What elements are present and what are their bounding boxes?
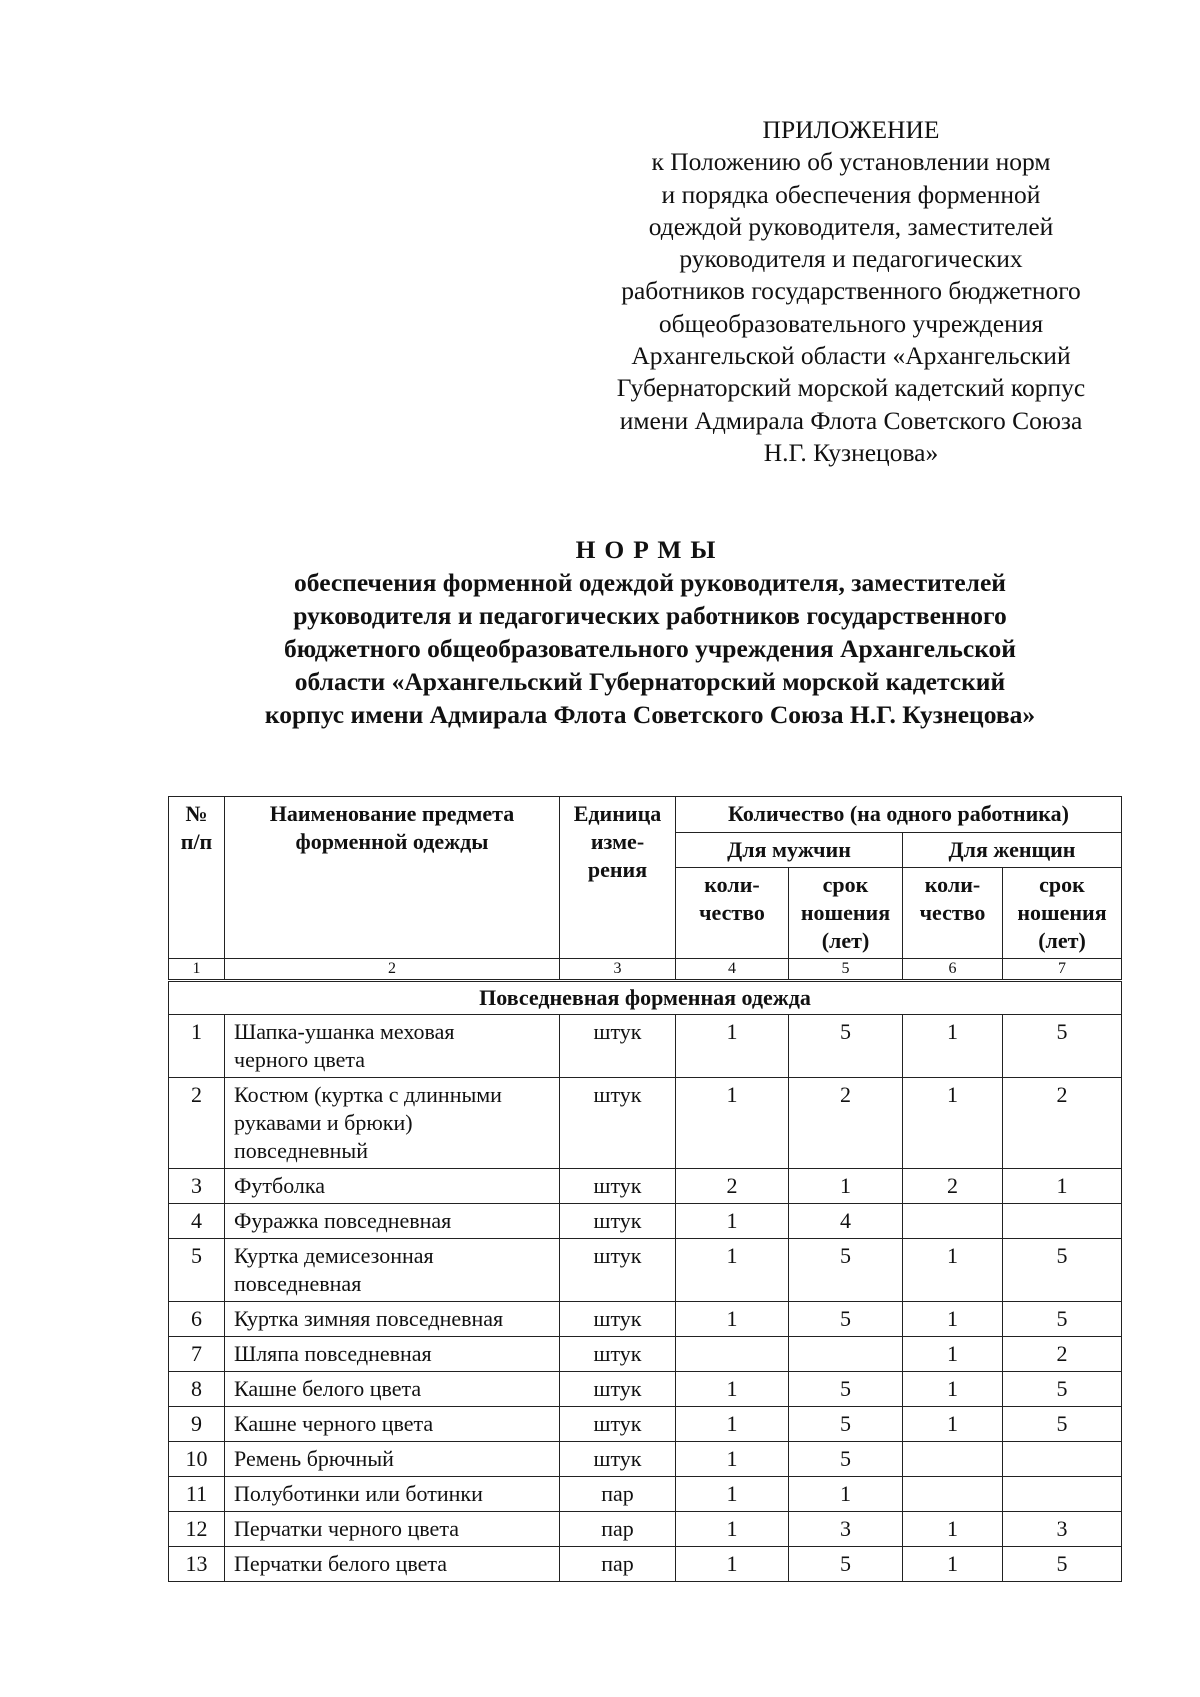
cell-item-name-line: Перчатки черного цвета bbox=[234, 1516, 459, 1541]
cell-item-name bbox=[225, 1442, 560, 1477]
appendix-line: и порядка обеспечения форменной bbox=[661, 179, 1041, 209]
header-number-line: п/п bbox=[180, 829, 213, 854]
cell-item-name-line: Шапка-ушанка меховая bbox=[234, 1019, 455, 1044]
cell-men-qty: 1 bbox=[676, 1477, 789, 1512]
cell-women-qty bbox=[903, 1204, 1003, 1239]
norms-subtitle-line: руководителя и педагогических работников государственного bbox=[293, 601, 1007, 630]
cell-item-name-line: черного цвета bbox=[234, 1047, 366, 1072]
cell-men-term: 5 bbox=[789, 1407, 903, 1442]
header-item-name bbox=[225, 797, 560, 959]
cell-women-qty: 1 bbox=[903, 1407, 1003, 1442]
norms-heading bbox=[60, 533, 1200, 731]
cell-item-name-line: рукавами и брюки) bbox=[234, 1110, 413, 1135]
cell-women-qty: 1 bbox=[903, 1372, 1003, 1407]
header-item-name-line: Наименование предмета bbox=[269, 801, 515, 826]
table-row bbox=[169, 1169, 1122, 1204]
cell-number: 7 bbox=[169, 1337, 225, 1372]
appendix-line: Н.Г. Кузнецова» bbox=[763, 437, 939, 467]
cell-men-qty: 1 bbox=[676, 1407, 789, 1442]
cell-men-qty: 1 bbox=[676, 1547, 789, 1582]
cell-number: 10 bbox=[169, 1442, 225, 1477]
norms-table bbox=[168, 796, 1122, 1582]
table-row bbox=[169, 1239, 1122, 1302]
header-women-qty bbox=[903, 868, 1003, 959]
appendix-line: одеждой руководителя, заместителей bbox=[648, 211, 1054, 241]
appendix-line: ПРИЛОЖЕНИЕ bbox=[762, 115, 940, 144]
cell-unit: штук bbox=[560, 1078, 676, 1169]
cell-item-name bbox=[225, 1477, 560, 1512]
cell-number: 4 bbox=[169, 1204, 225, 1239]
table-row bbox=[169, 1078, 1122, 1169]
cell-women-term: 5 bbox=[1003, 1372, 1122, 1407]
cell-item-name bbox=[225, 1239, 560, 1302]
header-unit bbox=[560, 797, 676, 959]
cell-women-qty bbox=[903, 1442, 1003, 1477]
header-unit-line: изме- bbox=[590, 829, 645, 854]
norms-title: НОРМЫ bbox=[575, 535, 725, 564]
column-number: 4 bbox=[676, 959, 789, 981]
cell-men-term: 5 bbox=[789, 1015, 903, 1078]
table-row bbox=[169, 1407, 1122, 1442]
header-qty-line: коли- bbox=[924, 872, 981, 897]
cell-number: 9 bbox=[169, 1407, 225, 1442]
appendix-line: к Положению об установлении норм bbox=[651, 147, 1051, 177]
cell-unit: пар bbox=[560, 1547, 676, 1582]
cell-men-term: 5 bbox=[789, 1442, 903, 1477]
cell-women-term: 5 bbox=[1003, 1302, 1122, 1337]
column-number: 2 bbox=[225, 959, 560, 981]
cell-women-term: 5 bbox=[1003, 1407, 1122, 1442]
cell-item-name-line: Кашне черного цвета bbox=[234, 1411, 434, 1436]
cell-men-term: 1 bbox=[789, 1477, 903, 1512]
cell-item-name bbox=[225, 1547, 560, 1582]
table-row bbox=[169, 1477, 1122, 1512]
header-term-line: (лет) bbox=[1038, 928, 1086, 953]
header-qty-line: чество bbox=[699, 900, 765, 925]
column-number: 7 bbox=[1003, 959, 1122, 981]
cell-item-name-line: повседневная bbox=[234, 1271, 362, 1296]
cell-men-qty: 1 bbox=[676, 1204, 789, 1239]
cell-item-name-line: Футболка bbox=[234, 1173, 325, 1198]
cell-women-term: 2 bbox=[1003, 1337, 1122, 1372]
cell-number: 2 bbox=[169, 1078, 225, 1169]
table-row bbox=[169, 1372, 1122, 1407]
cell-item-name bbox=[225, 1204, 560, 1239]
header-quantity: Количество (на одного работника) bbox=[676, 797, 1122, 833]
cell-item-name-line: Костюм (куртка с длинными bbox=[234, 1082, 502, 1107]
cell-women-term: 3 bbox=[1003, 1512, 1122, 1547]
cell-unit: штук bbox=[560, 1372, 676, 1407]
appendix-line: имени Адмирала Флота Советского Союза bbox=[619, 405, 1083, 435]
cell-women-term bbox=[1003, 1477, 1122, 1512]
cell-item-name-line: Полуботинки или ботинки bbox=[234, 1481, 483, 1506]
cell-unit: пар bbox=[560, 1477, 676, 1512]
cell-women-qty: 1 bbox=[903, 1302, 1003, 1337]
header-qty-line: чество bbox=[919, 900, 986, 925]
cell-men-qty: 1 bbox=[676, 1078, 789, 1169]
appendix-line: руководителя и педагогических bbox=[679, 244, 1023, 274]
cell-unit: штук bbox=[560, 1239, 676, 1302]
cell-number: 1 bbox=[169, 1015, 225, 1078]
cell-unit: штук bbox=[560, 1015, 676, 1078]
cell-item-name bbox=[225, 1512, 560, 1547]
header-women: Для женщин bbox=[903, 833, 1122, 868]
cell-men-term: 2 bbox=[789, 1078, 903, 1169]
norms-subtitle-line: области «Архангельский Губернаторский морской кадетский bbox=[294, 667, 1006, 696]
header-number-line: № bbox=[185, 801, 208, 826]
cell-women-qty: 1 bbox=[903, 1239, 1003, 1302]
appendix-block bbox=[590, 114, 1112, 469]
header-number bbox=[169, 797, 225, 959]
cell-item-name bbox=[225, 1302, 560, 1337]
cell-unit: штук bbox=[560, 1204, 676, 1239]
cell-women-qty: 1 bbox=[903, 1337, 1003, 1372]
cell-item-name bbox=[225, 1169, 560, 1204]
cell-item-name bbox=[225, 1407, 560, 1442]
cell-men-qty: 1 bbox=[676, 1512, 789, 1547]
header-term-line: срок bbox=[1039, 872, 1085, 897]
table-row bbox=[169, 1512, 1122, 1547]
header-unit-line: рения bbox=[587, 857, 648, 882]
cell-men-term: 1 bbox=[789, 1169, 903, 1204]
cell-unit: пар bbox=[560, 1512, 676, 1547]
column-number: 5 bbox=[789, 959, 903, 981]
norms-subtitle-line: корпус имени Адмирала Флота Советского Союза Н.Г. Кузнецова» bbox=[264, 700, 1036, 729]
section-row bbox=[169, 981, 1122, 1015]
cell-unit: штук bbox=[560, 1337, 676, 1372]
cell-item-name-line: повседневный bbox=[234, 1138, 368, 1163]
table-row bbox=[169, 1442, 1122, 1477]
cell-unit: штук bbox=[560, 1302, 676, 1337]
cell-women-term: 5 bbox=[1003, 1239, 1122, 1302]
header-men: Для мужчин bbox=[676, 833, 903, 868]
cell-men-term: 5 bbox=[789, 1302, 903, 1337]
cell-women-qty: 1 bbox=[903, 1512, 1003, 1547]
cell-number: 5 bbox=[169, 1239, 225, 1302]
column-number-row bbox=[169, 959, 1122, 981]
cell-number: 6 bbox=[169, 1302, 225, 1337]
cell-women-qty: 2 bbox=[903, 1169, 1003, 1204]
cell-men-qty: 1 bbox=[676, 1015, 789, 1078]
column-number: 3 bbox=[560, 959, 676, 981]
cell-men-term: 4 bbox=[789, 1204, 903, 1239]
norms-subtitle-line: бюджетного общеобразовательного учреждения Архангельской bbox=[283, 634, 1016, 663]
cell-number: 3 bbox=[169, 1169, 225, 1204]
header-term-line: (лет) bbox=[821, 928, 870, 953]
cell-unit: штук bbox=[560, 1442, 676, 1477]
header-women-term bbox=[1003, 868, 1122, 959]
cell-women-term: 5 bbox=[1003, 1547, 1122, 1582]
cell-men-term: 5 bbox=[789, 1239, 903, 1302]
header-qty-line: коли- bbox=[704, 872, 760, 897]
header-unit-line: Единица bbox=[573, 801, 662, 826]
cell-item-name-line: Ремень брючный bbox=[234, 1446, 394, 1471]
table-row bbox=[169, 1204, 1122, 1239]
header-term-line: ношения bbox=[1017, 900, 1107, 925]
header-men-term bbox=[789, 868, 903, 959]
cell-women-qty: 1 bbox=[903, 1015, 1003, 1078]
table-row bbox=[169, 1302, 1122, 1337]
appendix-line: Архангельской области «Архангельский bbox=[631, 341, 1071, 371]
cell-men-qty bbox=[676, 1337, 789, 1372]
table-row bbox=[169, 1337, 1122, 1372]
cell-women-qty: 1 bbox=[903, 1547, 1003, 1582]
header-term-line: срок bbox=[822, 872, 869, 897]
cell-men-term: 5 bbox=[789, 1372, 903, 1407]
cell-item-name-line: Куртка зимняя повседневная bbox=[234, 1306, 504, 1331]
cell-men-qty: 1 bbox=[676, 1239, 789, 1302]
cell-men-qty: 1 bbox=[676, 1302, 789, 1337]
appendix-line: общеобразовательного учреждения bbox=[658, 308, 1044, 338]
column-number: 6 bbox=[903, 959, 1003, 981]
header-item-name-line: форменной одежды bbox=[295, 829, 489, 854]
cell-women-qty: 1 bbox=[903, 1078, 1003, 1169]
cell-number: 12 bbox=[169, 1512, 225, 1547]
cell-women-term: 2 bbox=[1003, 1078, 1122, 1169]
cell-men-qty: 2 bbox=[676, 1169, 789, 1204]
cell-women-qty bbox=[903, 1477, 1003, 1512]
cell-item-name-line: Куртка демисезонная bbox=[234, 1243, 434, 1268]
header-men-qty bbox=[676, 868, 789, 959]
column-number: 1 bbox=[169, 959, 225, 981]
cell-number: 13 bbox=[169, 1547, 225, 1582]
cell-item-name-line: Кашне белого цвета bbox=[234, 1376, 422, 1401]
appendix-line: Губернаторский морской кадетский корпус bbox=[616, 373, 1086, 403]
cell-item-name-line: Шляпа повседневная bbox=[234, 1341, 432, 1366]
header-term-line: ношения bbox=[800, 900, 891, 925]
cell-item-name bbox=[225, 1372, 560, 1407]
cell-women-term bbox=[1003, 1204, 1122, 1239]
cell-number: 11 bbox=[169, 1477, 225, 1512]
cell-men-qty: 1 bbox=[676, 1442, 789, 1477]
cell-women-term: 5 bbox=[1003, 1015, 1122, 1078]
cell-men-term bbox=[789, 1337, 903, 1372]
norms-subtitle-line: обеспечения форменной одеждой руководителя, заместителей bbox=[294, 568, 1006, 597]
cell-women-term: 1 bbox=[1003, 1169, 1122, 1204]
cell-item-name bbox=[225, 1015, 560, 1078]
table-row bbox=[169, 1547, 1122, 1582]
section-title: Повседневная форменная одежда bbox=[169, 981, 1122, 1015]
cell-item-name-line: Перчатки белого цвета bbox=[234, 1551, 448, 1576]
cell-women-term bbox=[1003, 1442, 1122, 1477]
cell-men-qty: 1 bbox=[676, 1372, 789, 1407]
cell-number: 8 bbox=[169, 1372, 225, 1407]
appendix-line: работников государственного бюджетного bbox=[621, 276, 1081, 306]
cell-item-name-line: Фуражка повседневная bbox=[234, 1208, 452, 1233]
table-row bbox=[169, 1015, 1122, 1078]
cell-men-term: 3 bbox=[789, 1512, 903, 1547]
cell-unit: штук bbox=[560, 1169, 676, 1204]
cell-men-term: 5 bbox=[789, 1547, 903, 1582]
cell-unit: штук bbox=[560, 1407, 676, 1442]
cell-item-name bbox=[225, 1078, 560, 1169]
cell-item-name bbox=[225, 1337, 560, 1372]
